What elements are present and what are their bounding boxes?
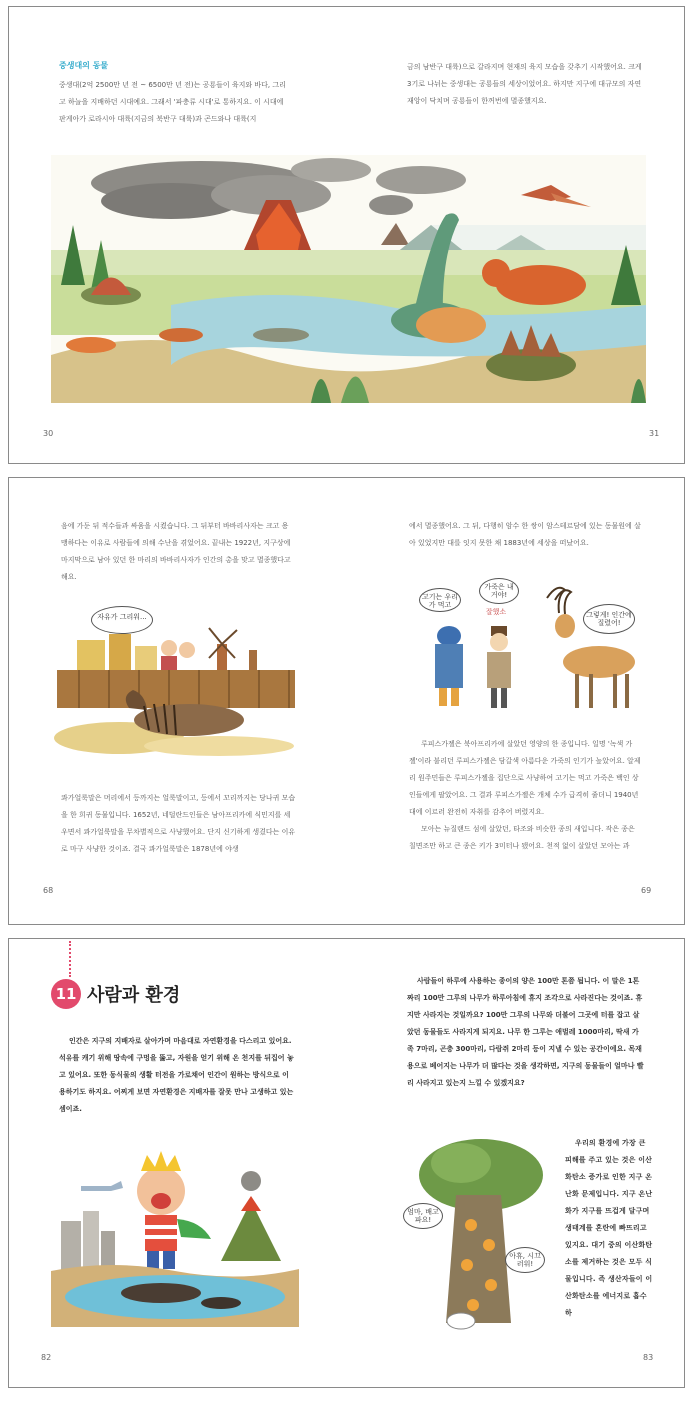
page-83-paragraph-warming: 우리의 환경에 가장 큰 피해를 주고 있는 것은 이산화탄소 증가로 인한 지구 온난화 문제입니다. 지구 온난화가 지구를 뜨겁게 달구며 생태계를 혼란에 빠뜨리고 있지요. 대기 중의 이산화탄소를 제거하는 것은 모두 식물입니다. 즉 생산자들이 이산화탄소를 에너지로 흡수하 bbox=[565, 1139, 653, 1317]
book-spread-pages-30-31 bbox=[8, 6, 685, 464]
quagga-zoo-illustration bbox=[49, 598, 304, 758]
page-69-paragraph-gazelle: 루피스가젤은 북아프리카에 살았던 영양의 한 종입니다. 일명 '녹색 가젤'이라 불리던 루피스가젤은 담갈색 아름다운 가죽의 인기가 높았어요. 알제리 원주민들은 루피스가젤을 집단으로 사냥하여 고기는 먹고 가죽은 백인 상인들에게 팔았어요. 그 결과 루피스가젤은 개체 수가 급격히 줄더니 1940년대에 이르러 완전히 자취를 감추어 버렸지요. bbox=[409, 740, 641, 816]
page-82-paragraph: 인간은 지구의 지배자로 살아가며 마음대로 자연환경을 다스리고 있어요. 석유를 캐기 위해 땅속에 구멍을 뚫고, 자원을 얻기 위해 온 천지를 뒤집어 놓고 있어요. 또한 동식물의 생활 터전을 가로채어 인간이 원하는 방식으로 이용하기도 하지요. 어찌게 보면 자연환경은 지배자를 잘못 만나 고생하고 있는 셈이죠. bbox=[59, 1037, 294, 1113]
gazelle-hunters-illustration bbox=[417, 578, 647, 713]
tree-animals-illustration bbox=[401, 1135, 551, 1331]
page-69-top-text bbox=[409, 518, 643, 552]
page-31-paragraph: 금의 남반구 대륙)으로 갈라지며 현재의 육지 모습을 갖추기 시작했어요. 크게 3기로 나뉘는 중생대는 공룡들의 세상이었어요. 하지만 지구에 대규모의 자연 재앙이 닥치며 공룡들이 한꺼번에 멸종했지요. bbox=[407, 63, 642, 105]
speech-bubble-hunter-meat: 고기는 우리가 먹고 bbox=[419, 588, 461, 612]
page-68-top-text bbox=[61, 518, 293, 586]
exclamation-well-done: 잘했소 bbox=[485, 608, 507, 616]
speech-bubble-gazelle: 그렇게! 인간에 질렸어! bbox=[583, 604, 635, 634]
speech-bubble-baby-bird: 엄마, 배고파요! bbox=[403, 1203, 443, 1229]
page-69-paragraph-top: 에서 멸종했어요. 그 뒤, 다행히 암수 한 쌍이 암스테르담에 있는 동물원에 살아 있었지만 대를 잇지 못한 채 1883년에 세상을 떠났어요. bbox=[409, 522, 641, 547]
chapter-number-badge: 11 bbox=[51, 979, 81, 1009]
speech-bubble-noisy: 아휴, 시끄러워! bbox=[505, 1247, 545, 1273]
page-number-right: 83 bbox=[643, 1353, 654, 1362]
page-83-top-text bbox=[407, 973, 645, 1092]
book-spread-pages-82-83 bbox=[8, 938, 685, 1388]
chapter-title: 사람과 환경 bbox=[87, 985, 181, 1006]
section-heading: 중생대의 동물 bbox=[59, 61, 109, 70]
speech-bubble-zebra: 자유가 그리워... bbox=[91, 606, 153, 634]
human-environment-illustration bbox=[51, 1141, 299, 1327]
page-30-text-column bbox=[59, 59, 291, 128]
page-83-bottom-text bbox=[565, 1135, 653, 1322]
page-number-right: 69 bbox=[641, 886, 652, 895]
dinosaur-landscape-illustration bbox=[51, 155, 646, 403]
page-69-paragraph-moa: 모아는 뉴질랜드 섬에 살았던, 타조와 비슷한 종의 새입니다. 작은 종은 칠면조만 하고 큰 종은 키가 3미터나 됐어요. 천적 없이 살았던 모아는 과 bbox=[409, 825, 635, 850]
page-number-right: 31 bbox=[649, 429, 660, 438]
page-68-paragraph-top: 음에 가둔 뒤 적수들과 싸움을 시켰습니다. 그 뒤부터 바바리사자는 크고 용맹하다는 이유로 사람들에 의해 수난을 겪었어요. 끝내는 1922년, 지구상에 마지막으로 남아 있던 한 마리의 바바리사자가 인간의 총을 맞고 멸종했다고 해요. bbox=[61, 522, 291, 581]
page-number-left: 30 bbox=[43, 429, 54, 438]
speech-bubble-hunter-hide: 가죽은 내 거야! bbox=[479, 578, 519, 604]
chapter-dotted-line bbox=[69, 941, 73, 977]
book-spread-pages-68-69 bbox=[8, 477, 685, 925]
page-number-left: 82 bbox=[41, 1353, 52, 1362]
page-number-left: 68 bbox=[43, 886, 54, 895]
page-69-bottom-text bbox=[409, 736, 643, 855]
page-31-text-column bbox=[407, 59, 642, 110]
chapter-title-block bbox=[51, 979, 180, 1009]
page-30-paragraph: 중생대(2억 2500만 년 전 ~ 6500만 년 전)는 공룡들이 육지와 바다, 그리고 하늘을 지배하던 시대예요. 그래서 '파충류 시대'로 통하지요. 이 시대에 판게아가 로라시아 대륙(지금의 북반구 대륙)과 곤드와나 대륙(지 bbox=[59, 81, 286, 123]
page-68-paragraph-bottom: 콰가얼룩말은 머리에서 등까지는 얼룩말이고, 등에서 꼬리까지는 당나귀 모습을 한 희귀 동물입니다. 1652년, 네덜란드인들은 남아프리카에 식민지를 세우면서 콰가얼룩말을 무차별적으로 사냥했어요. 단지 신기하게 생겼다는 이유로 마구 사냥한 것이죠. 결국 콰가얼룩말은 1878년에 야생 bbox=[61, 794, 296, 853]
page-83-paragraph-paper: 사람들이 하루에 사용하는 종이의 양은 100만 톤쯤 됩니다. 이 말은 1톤짜리 100만 그루의 나무가 하루아침에 휴지 조각으로 사라진다는 것이죠. 휴지만 사라지는 것일까요? 100만 그루의 나무와 더불어 그곳에 터를 잡고 살았던 동물들도 사라지게 되지요. 나무 한 그루는 애벌레 1000마리, 딱새 가족 7마리, 곤충 300마리, 다람쥐 2마리 등이 지낼 수 있는 공간이에요. 목재용으로 베어지는 나무가 더 많다는 것을 생각하면, 지구의 동물들이 얼마나 빨리 사라지고 있는지 느낄 수 있겠지요? bbox=[407, 977, 644, 1087]
page-82-text-column bbox=[59, 1033, 295, 1118]
page-68-bottom-text bbox=[61, 790, 297, 858]
